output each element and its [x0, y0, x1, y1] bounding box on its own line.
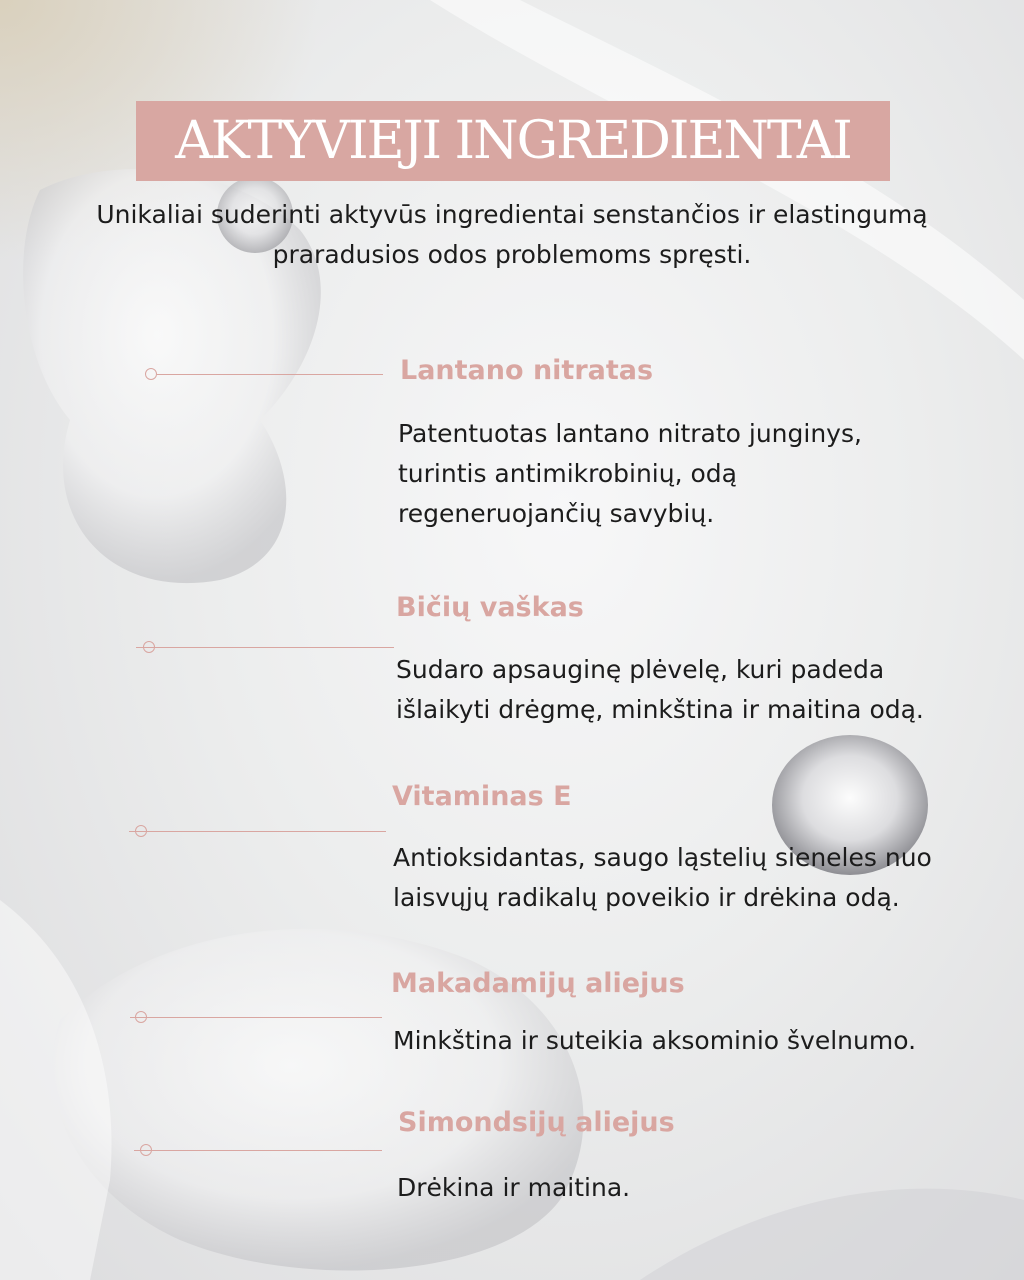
ingredient-description: Antioksidantas, saugo ląstelių sieneles nuo laisvųjų radikalų poveikio ir drėkina odą.: [393, 843, 932, 912]
timeline-line: [136, 647, 394, 648]
timeline-line: [129, 831, 386, 832]
title-banner: [136, 101, 890, 181]
ingredient-title: Lantano nitratas: [400, 355, 654, 386]
ingredient-description: Drėkina ir maitina.: [397, 1173, 631, 1202]
liquid-streak-left: [0, 900, 112, 1280]
ingredient-description: Patentuotas lantano nitrato junginys, turintis antimikrobinių, odą regeneruojančių savybių.: [398, 419, 862, 528]
ingredient-description: Sudaro apsauginę plėvelę, kuri padeda išlaikyti drėgmę, minkština ir maitina odą.: [396, 655, 924, 724]
ingredient-title: Vitaminas E: [392, 781, 572, 812]
timeline-dot: [145, 368, 157, 380]
timeline-line: [130, 1017, 382, 1018]
timeline-line: [157, 374, 383, 375]
ingredient-description: Minkština ir suteikia aksominio švelnumo.: [393, 1026, 917, 1055]
timeline-line: [134, 1150, 382, 1151]
ingredient-title: Simondsijų aliejus: [398, 1107, 675, 1138]
subtitle: Unikaliai suderinti aktyvūs ingredientai senstančios ir elastingumą praradusios odos problemoms spręsti.: [96, 200, 928, 269]
ingredient-title: Bičių vaškas: [396, 592, 584, 623]
page-title: AKTYVIEJI INGREDIENTAI: [175, 111, 851, 171]
ingredient-title: Makadamijų aliejus: [391, 968, 685, 999]
